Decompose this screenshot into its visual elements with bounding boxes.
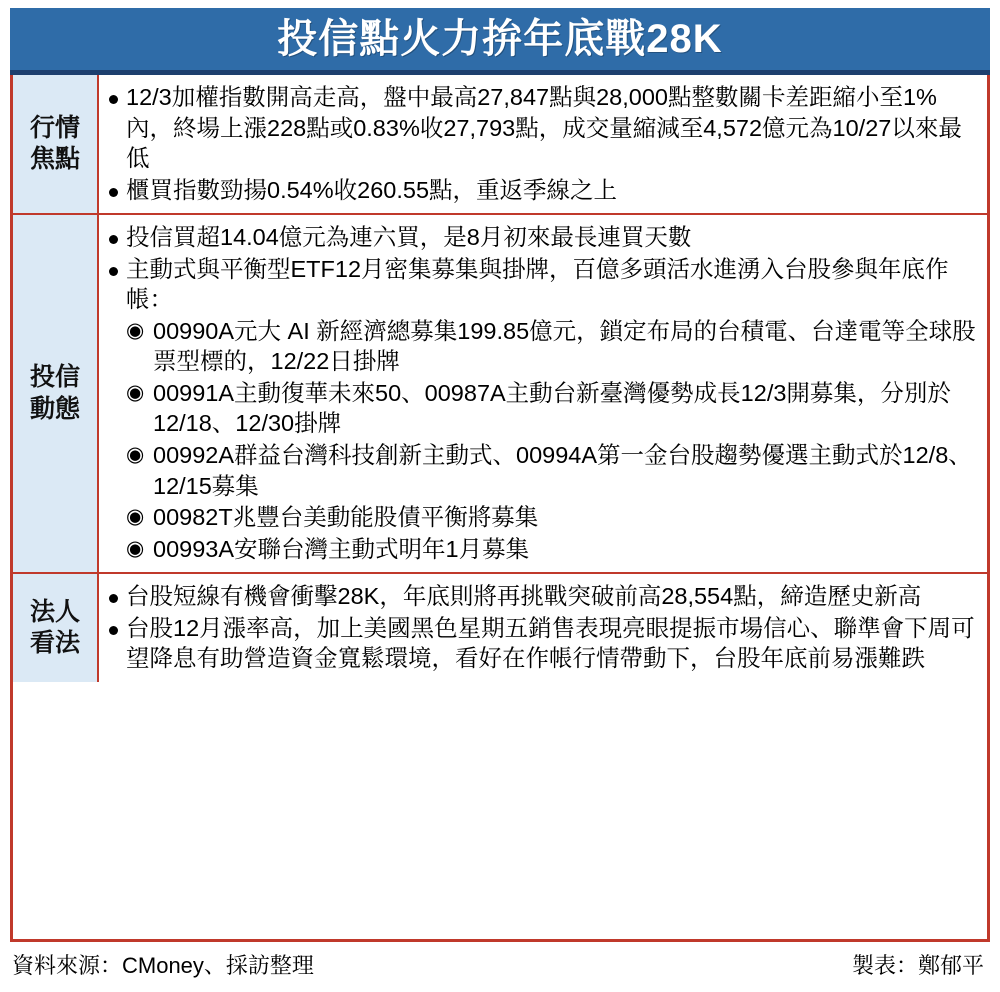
list-item: 台股短線有機會衝擊28K，年底則將再挑戰突破前高28,554點，締造歷史新高: [107, 581, 979, 612]
row-content: [99, 574, 987, 682]
row-content: [99, 75, 987, 213]
sub-list-item: ◉ 00982T兆豐台美動能股債平衡將募集: [126, 502, 979, 533]
row-label: [13, 75, 99, 213]
footer: [10, 942, 990, 986]
sub-list-item: ◉ 00991A主動復華未來50、00987A主動台新臺灣優勢成長12/3開募集，分別於12/18、12/30掛牌: [126, 378, 979, 439]
row-label-line2: 看法: [29, 629, 80, 658]
list-item: 12/3加權指數開高走高，盤中最高27,847點與28,000點整數關卡差距縮小至1%內，終場上漲228點或0.83%收27,793點，成交量縮減至4,572億元為10/27以來最低: [107, 82, 979, 174]
sub-bullet-list: [126, 316, 979, 564]
sub-list-item: ◉ 00992A群益台灣科技創新主動式、00994A第一金台股趨勢優選主動式於12/8、12/15募集: [126, 440, 979, 501]
content-table: [10, 75, 990, 942]
list-item: 台股12月漲率高，加上美國黑色星期五銷售表現亮眼提振市場信心、聯準會下周可望降息有助營造資金寬鬆環境，看好在作帳行情帶動下，台股年底前易漲難跌: [107, 613, 979, 674]
list-item: [107, 254, 979, 564]
table-row: [13, 574, 987, 682]
bullet-list: [107, 82, 979, 205]
page-title: 投信點火力拚年底戰28K: [277, 17, 723, 61]
list-item-text: 主動式與平衡型ETF12月密集募集與掛牌，百億多頭活水進湧入台股參與年底作帳：: [126, 255, 949, 313]
row-label-line2: 焦點: [29, 145, 80, 174]
bullet-list: [107, 581, 979, 674]
sub-list-item: ◉ 00993A安聯台灣主動式明年1月募集: [126, 534, 979, 565]
row-label-line2: 動態: [29, 394, 80, 423]
table-row: [13, 75, 987, 215]
bullet-list: [107, 222, 979, 564]
row-label-line1: 投信: [29, 363, 80, 392]
maker-note: 製表：鄭郁平: [851, 952, 984, 978]
title-bar: [10, 8, 990, 75]
row-label-line1: 行情: [29, 113, 80, 142]
list-item: 投信買超14.04億元為連六買，是8月初來最長連買天數: [107, 222, 979, 253]
row-label: [13, 574, 99, 682]
row-label: [13, 215, 99, 572]
row-content: [99, 215, 987, 572]
source-note: 資料來源：CMoney、採訪整理: [12, 952, 314, 978]
list-item: 櫃買指數勁揚0.54%收260.55點，重返季線之上: [107, 175, 979, 206]
sub-list-item: ◉ 00990A元大 AI 新經濟總募集199.85億元，鎖定布局的台積電、台達電等全球股票型標的，12/22日掛牌: [126, 316, 979, 377]
table-row: [13, 215, 987, 574]
row-label-line1: 法人: [29, 597, 80, 626]
